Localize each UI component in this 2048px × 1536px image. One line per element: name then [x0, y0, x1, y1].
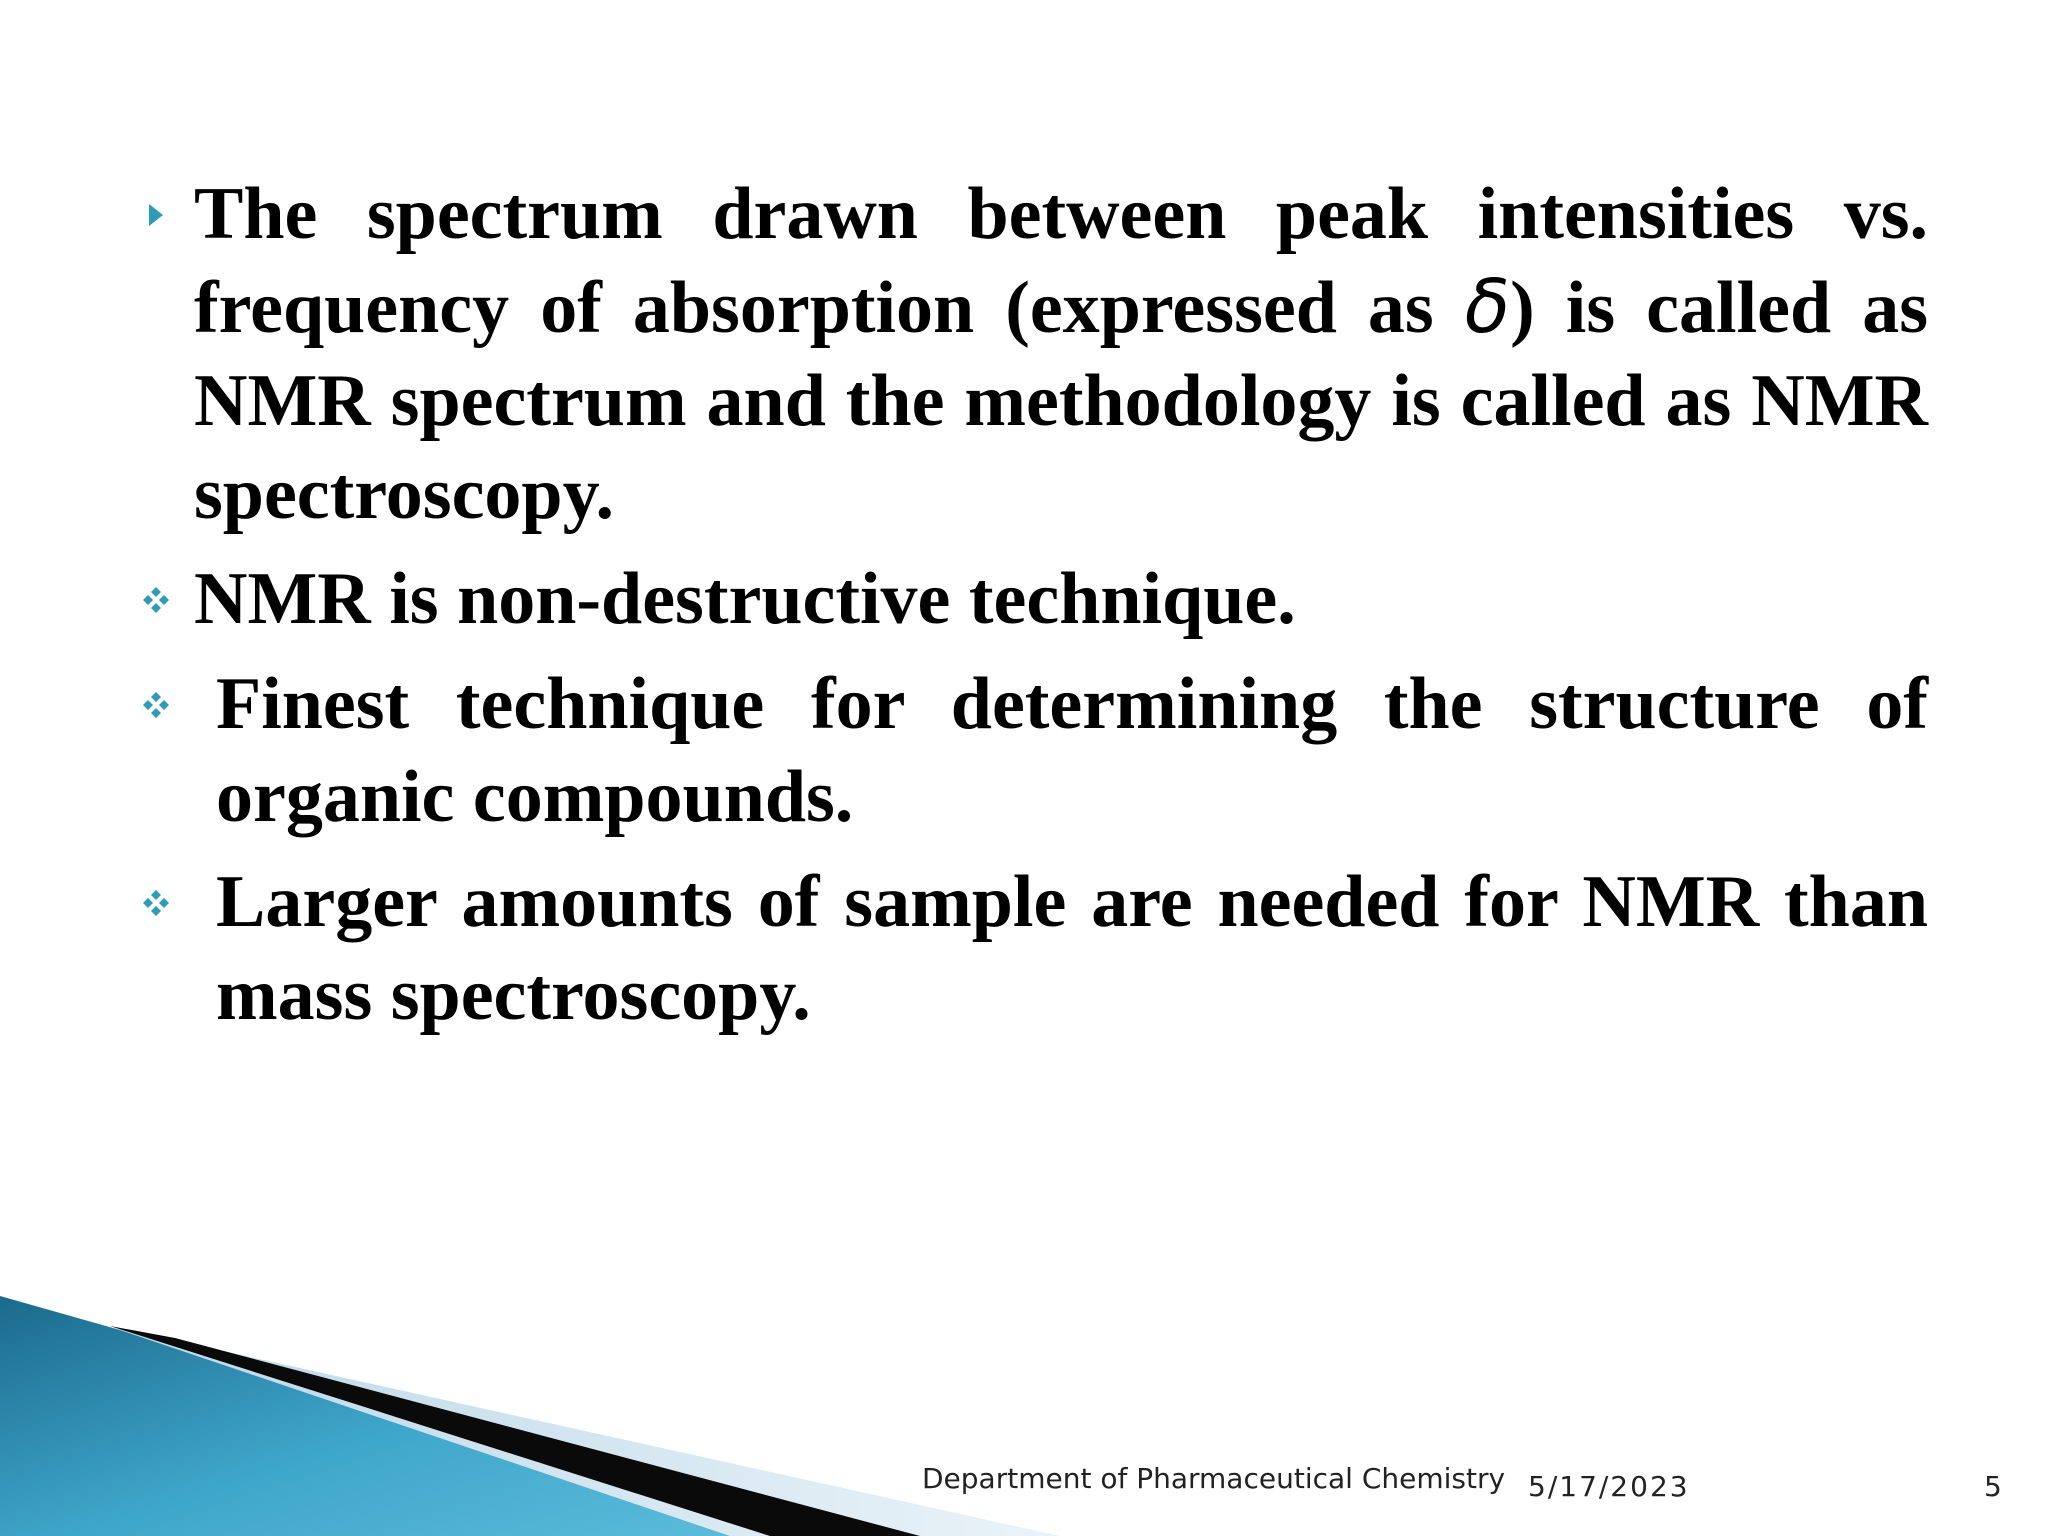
bullet-text: NMR is non-destructive technique.	[194, 558, 1296, 640]
diamond-bullet-icon	[136, 553, 176, 646]
list-item	[194, 168, 1928, 541]
bullet-text-before: The spectrum drawn between peak intensities vs. frequency of absorption (expressed as	[194, 173, 1928, 349]
decor-blue-wedge	[0, 1296, 730, 1536]
footer-date: 5/17/2023	[1528, 1470, 1690, 1503]
list-item	[194, 658, 1928, 844]
triangle-bullet-icon	[136, 168, 176, 261]
bullet-text: Larger amounts of sample are needed for NMR than mass spectroscopy.	[216, 861, 1928, 1036]
delta-symbol: δ	[1464, 264, 1511, 350]
diamond-bullet-icon	[136, 856, 176, 949]
bullet-list	[194, 168, 1928, 1054]
list-item	[194, 856, 1928, 1042]
diamond-bullet-icon	[136, 658, 176, 751]
bullet-text: Finest technique for determining the structure of organic compounds.	[216, 663, 1928, 838]
list-item	[194, 553, 1928, 646]
bullet-text-after: ) is called as NMR spectrum and the methodology is called as NMR spectroscopy.	[194, 267, 1928, 535]
slide-number: 5	[1984, 1470, 2002, 1503]
footer-department: Department of Pharmaceutical Chemistry	[922, 1462, 1506, 1495]
